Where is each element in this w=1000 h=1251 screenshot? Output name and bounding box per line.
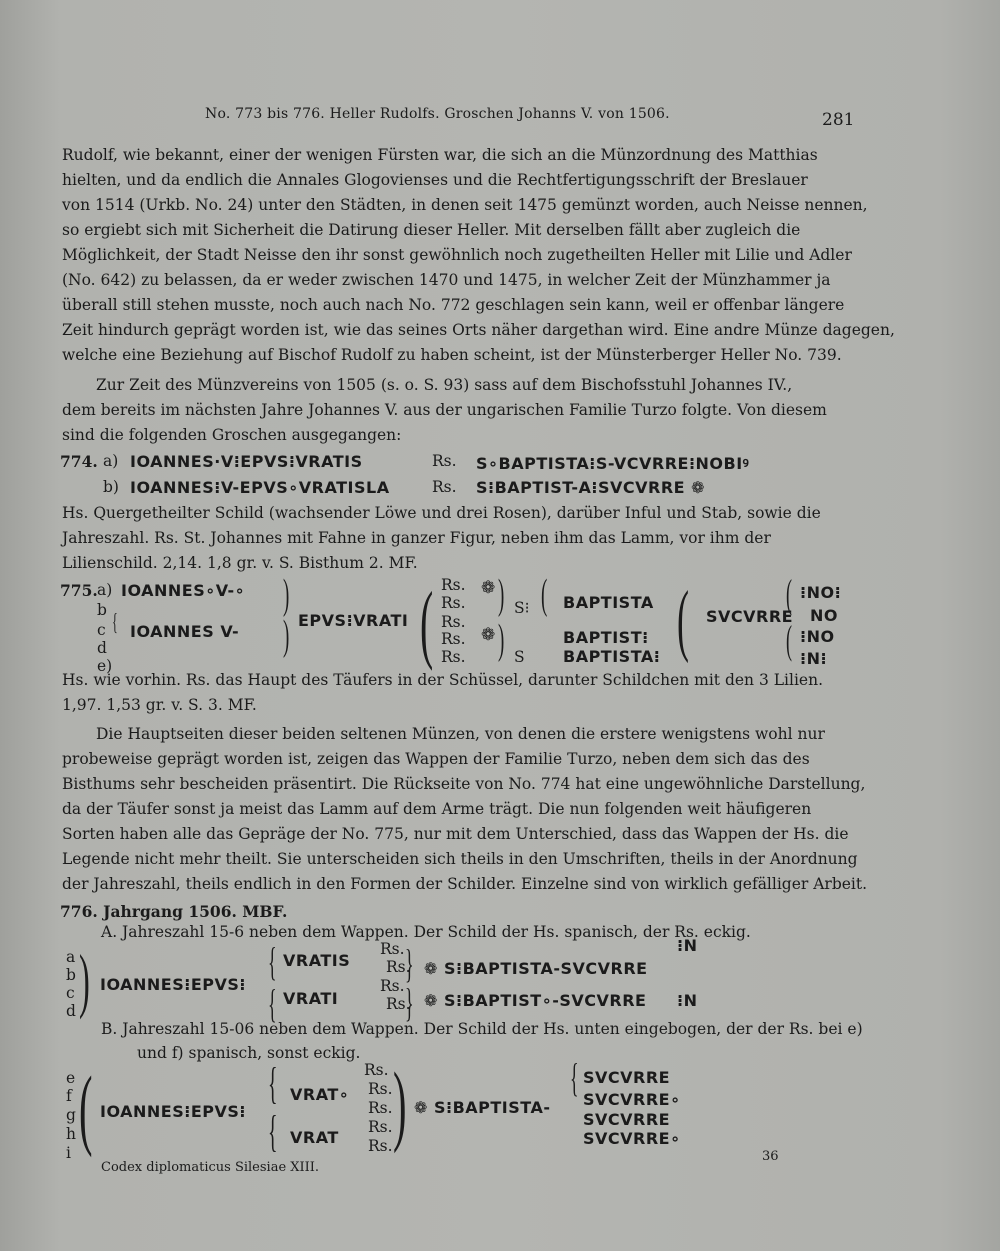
s-marker: S	[514, 648, 525, 666]
text-line: Zeit hindurch geprägt worden ist, wie das seines Orts näher dargethan wird. Eine andre Münze dagegen,	[62, 321, 895, 339]
text-line: Hs. wie vorhin. Rs. das Haupt des Täufers in der Schüssel, darunter Schildchen mit den 3 Lilien.	[62, 671, 824, 689]
obverse-legend: IOANNES⁝V-EPVS∘VRATISLA	[130, 478, 390, 497]
reverse-label: Rs.	[441, 630, 466, 648]
brace: {	[268, 981, 277, 1026]
brace: )	[393, 1055, 407, 1154]
obverse-legend: IOANNES⁝EPVS⁝	[100, 1102, 246, 1121]
legend-ending: ⁝NO	[800, 627, 835, 646]
brace: )	[283, 613, 290, 659]
text-line: sind die folgenden Groschen ausgegangen:	[62, 426, 402, 444]
text-line: probeweise geprägt worden ist, zeigen das Wappen der Familie Turzo, neben dem sich das des	[62, 750, 810, 768]
reverse-label: Rs.	[368, 1118, 393, 1136]
reverse-label: Rs.	[368, 1080, 393, 1098]
reverse-legend: BAPTIST⁝	[563, 628, 649, 647]
brace: {	[570, 1055, 579, 1100]
reverse-legend: ❁ S⁝BAPTIST∘-SVCVRRE	[424, 991, 647, 1010]
reverse-label: Rs.	[432, 478, 457, 496]
reverse-label: Rs.	[441, 576, 466, 594]
reverse-legend: BAPTISTA	[563, 593, 654, 612]
entry-heading: 776. Jahrgang 1506. MBF.	[60, 902, 288, 921]
entry-number: 774.	[60, 452, 98, 471]
text-line: Die Hauptseiten dieser beiden seltenen Münzen, von denen die erstere wenigstens wohl nur	[96, 725, 825, 743]
legend-ending: SVCVRRE	[583, 1110, 671, 1129]
variant-label: d	[97, 639, 107, 657]
text-line: Zur Zeit des Münzvereins von 1505 (s. o. S. 93) sass auf dem Bischofsstuhl Johannes IV.,	[96, 376, 793, 394]
reverse-legend: ❁ S⁝BAPTISTA-SVCVRRE	[424, 959, 648, 978]
middle-legend: VRATI	[283, 989, 339, 1008]
reverse-label: Rs.	[380, 977, 405, 995]
legend-ending: SVCVRRE∘	[583, 1129, 681, 1148]
section-a-heading: A. Jahreszahl 15-6 neben dem Wappen. Der Schild der Hs. spanisch, der Rs. eckig.	[101, 923, 751, 941]
obverse-legend: IOANNES⁝EPVS⁝	[100, 975, 246, 994]
reverse-label: Rs.	[368, 1137, 393, 1155]
brace: (	[420, 575, 434, 672]
text-line: der Jahreszahl, theils endlich in den Formen der Schilder. Einzelne sind von wirklich gefälliger Arbeit.	[62, 875, 868, 893]
reverse-label: Rs.	[441, 648, 466, 666]
variant-label: c	[66, 984, 75, 1002]
variant-label: f	[66, 1087, 72, 1105]
text-line: Bisthums sehr bescheiden präsentirt. Die Rückseite von No. 774 hat eine ungewöhnliche Darstellung,	[62, 775, 866, 793]
brace: {	[268, 1107, 278, 1156]
variant-label: b	[97, 601, 107, 619]
variant-label: d	[66, 1002, 76, 1020]
obverse-legend: IOANNES∘V-∘	[121, 581, 246, 600]
s-marker: S⁝	[514, 599, 530, 617]
middle-legend: VRAT	[290, 1128, 339, 1147]
text-line: Legende nicht mehr theilt. Sie unterscheiden sich theils in den Umschriften, theils in der Anordnung	[62, 850, 858, 868]
text-line: Hs. Quergetheilter Schild (wachsender Löwe und drei Rosen), darüber Inful und Stab, sowie die	[62, 504, 821, 522]
brace: )	[498, 572, 505, 618]
text-line: so ergiebt sich mit Sicherheit die Datirung dieser Heller. Mit derselben fällt aber zugleich die	[62, 221, 801, 239]
text-line: Sorten haben alle das Gepräge der No. 775, nur mit dem Unterschied, dass das Wappen der Hs. die	[62, 825, 849, 843]
variant-label: a	[66, 948, 76, 966]
reverse-legend: S∘BAPTISTA⁝S-VCVRRE⁝NOBIꝰ	[476, 454, 750, 473]
brace: (	[786, 617, 792, 662]
footer-series-title: Codex diplomaticus Silesiae XIII.	[101, 1160, 320, 1175]
brace: )	[498, 617, 505, 663]
reverse-label: Rs.	[368, 1099, 393, 1117]
variant-label: c	[97, 621, 106, 639]
reverse-legend: ❁ S⁝BAPTISTA-	[414, 1098, 551, 1117]
reverse-label: Rs.	[380, 940, 405, 958]
legend-ending: SVCVRRE	[583, 1068, 671, 1087]
legend-ending: ⁝N⁝	[800, 649, 828, 668]
text-line: Möglichkeit, der Stadt Neisse den ihr sonst gewöhnlich noch zugetheilten Heller mit Lilie und Adler	[62, 246, 852, 264]
variant-label: g	[66, 1106, 76, 1124]
text-line: hielten, und da endlich die Annales Glogovienses und die Rechtfertigungsschrift der Breslauer	[62, 171, 808, 189]
reverse-legend: BAPTISTA⁝	[563, 647, 661, 666]
brace: {	[268, 1059, 278, 1108]
brace: (	[677, 576, 689, 664]
text-line: Rudolf, wie bekannt, einer der wenigen Fürsten war, die sich an die Münzordnung des Matthias	[62, 146, 818, 164]
obverse-legend: IOANNES V-	[130, 622, 240, 641]
brace: )	[283, 572, 290, 618]
page-number: 281	[822, 110, 855, 130]
reverse-label: Rs.	[441, 594, 466, 612]
text-line: überall still stehen musste, noch auch nach No. 772 geschlagen sein kann, weil er offenbar längere	[62, 296, 845, 314]
entry-number: 775.	[60, 581, 98, 600]
section-b-heading: B. Jahreszahl 15-06 neben dem Wappen. Der Schild der Hs. unten eingebogen, der der Rs. bei e)	[101, 1020, 863, 1038]
rosette-icon: ❁	[481, 578, 496, 598]
text-line: Jahreszahl. Rs. St. Johannes mit Fahne in ganzer Figur, neben ihm das Lamm, vor ihm der	[62, 529, 771, 547]
variant-label: h	[66, 1125, 76, 1143]
variant-label: a)	[103, 452, 119, 470]
running-header: No. 773 bis 776. Heller Rudolfs. Groschen Johanns V. von 1506.	[205, 106, 670, 122]
brace: {	[112, 610, 118, 636]
text-line: (No. 642) zu belassen, da er weder zwischen 1470 und 1475, in welcher Zeit der Münzhammer ja	[62, 271, 831, 289]
reverse-legend: S⁝BAPTIST-A⁝SVCVRRE ❁	[476, 478, 706, 497]
section-b-heading-cont: und f) spanisch, sonst eckig.	[137, 1044, 361, 1062]
obverse-legend: IOANNES·V⁝EPVS⁝VRATIS	[130, 452, 363, 471]
legend-ending: NO	[810, 606, 838, 625]
text-line: dem bereits im nächsten Jahre Johannes V. aus der ungarischen Familie Turzo folgte. Von diesem	[62, 401, 827, 419]
text-line: Lilienschild. 2,14. 1,8 gr. v. S. Bisthum 2. MF.	[62, 554, 418, 572]
text-line: von 1514 (Urkb. No. 24) unter den Städten, in denen seit 1475 gemünzt worden, auch Neisse nennen,	[62, 196, 868, 214]
middle-legend: VRATIS	[283, 951, 351, 970]
variant-label: e)	[97, 657, 113, 675]
variant-label: b	[66, 966, 76, 984]
middle-legend: VRAT∘	[290, 1085, 350, 1104]
brace: }	[405, 980, 414, 1025]
brace: )	[79, 940, 90, 1020]
legend-ending: ⁝NO⁝	[800, 583, 842, 602]
variant-label: b)	[103, 478, 119, 496]
brace: {	[268, 939, 277, 984]
legend-ending: SVCVRRE∘	[583, 1090, 681, 1109]
variant-label: i	[66, 1144, 71, 1162]
signature-number: 36	[762, 1149, 779, 1164]
rosette-icon: ❁	[481, 625, 496, 645]
variant-label: a)	[97, 581, 113, 599]
variant-label: e	[66, 1069, 76, 1087]
brace: }	[405, 941, 414, 986]
reverse-label: Rs.	[364, 1061, 389, 1079]
text-line: da der Täufer sonst ja meist das Lamm auf dem Arme trägt. Die nun folgenden weit häufigeren	[62, 800, 812, 818]
reverse-label: Rs.	[441, 613, 466, 631]
reverse-label: Rs.	[386, 995, 411, 1013]
legend-ending: ⁝N	[677, 991, 698, 1010]
brace: (	[79, 1059, 93, 1158]
text-line: 1,97. 1,53 gr. v. S. 3. MF.	[62, 696, 257, 714]
text-line: welche eine Beziehung auf Bischof Rudolf zu haben scheint, ist der Münsterberger Heller No. 739.	[62, 346, 842, 364]
reverse-label: Rs.	[386, 958, 411, 976]
reverse-label: Rs.	[432, 452, 457, 470]
sucurre-legend: SVCVRRE	[706, 607, 794, 626]
brace: (	[541, 572, 548, 618]
brace: (	[786, 571, 792, 616]
legend-ending: ⁝N	[677, 936, 698, 955]
middle-legend: EPVS⁝VRATI	[298, 611, 409, 630]
